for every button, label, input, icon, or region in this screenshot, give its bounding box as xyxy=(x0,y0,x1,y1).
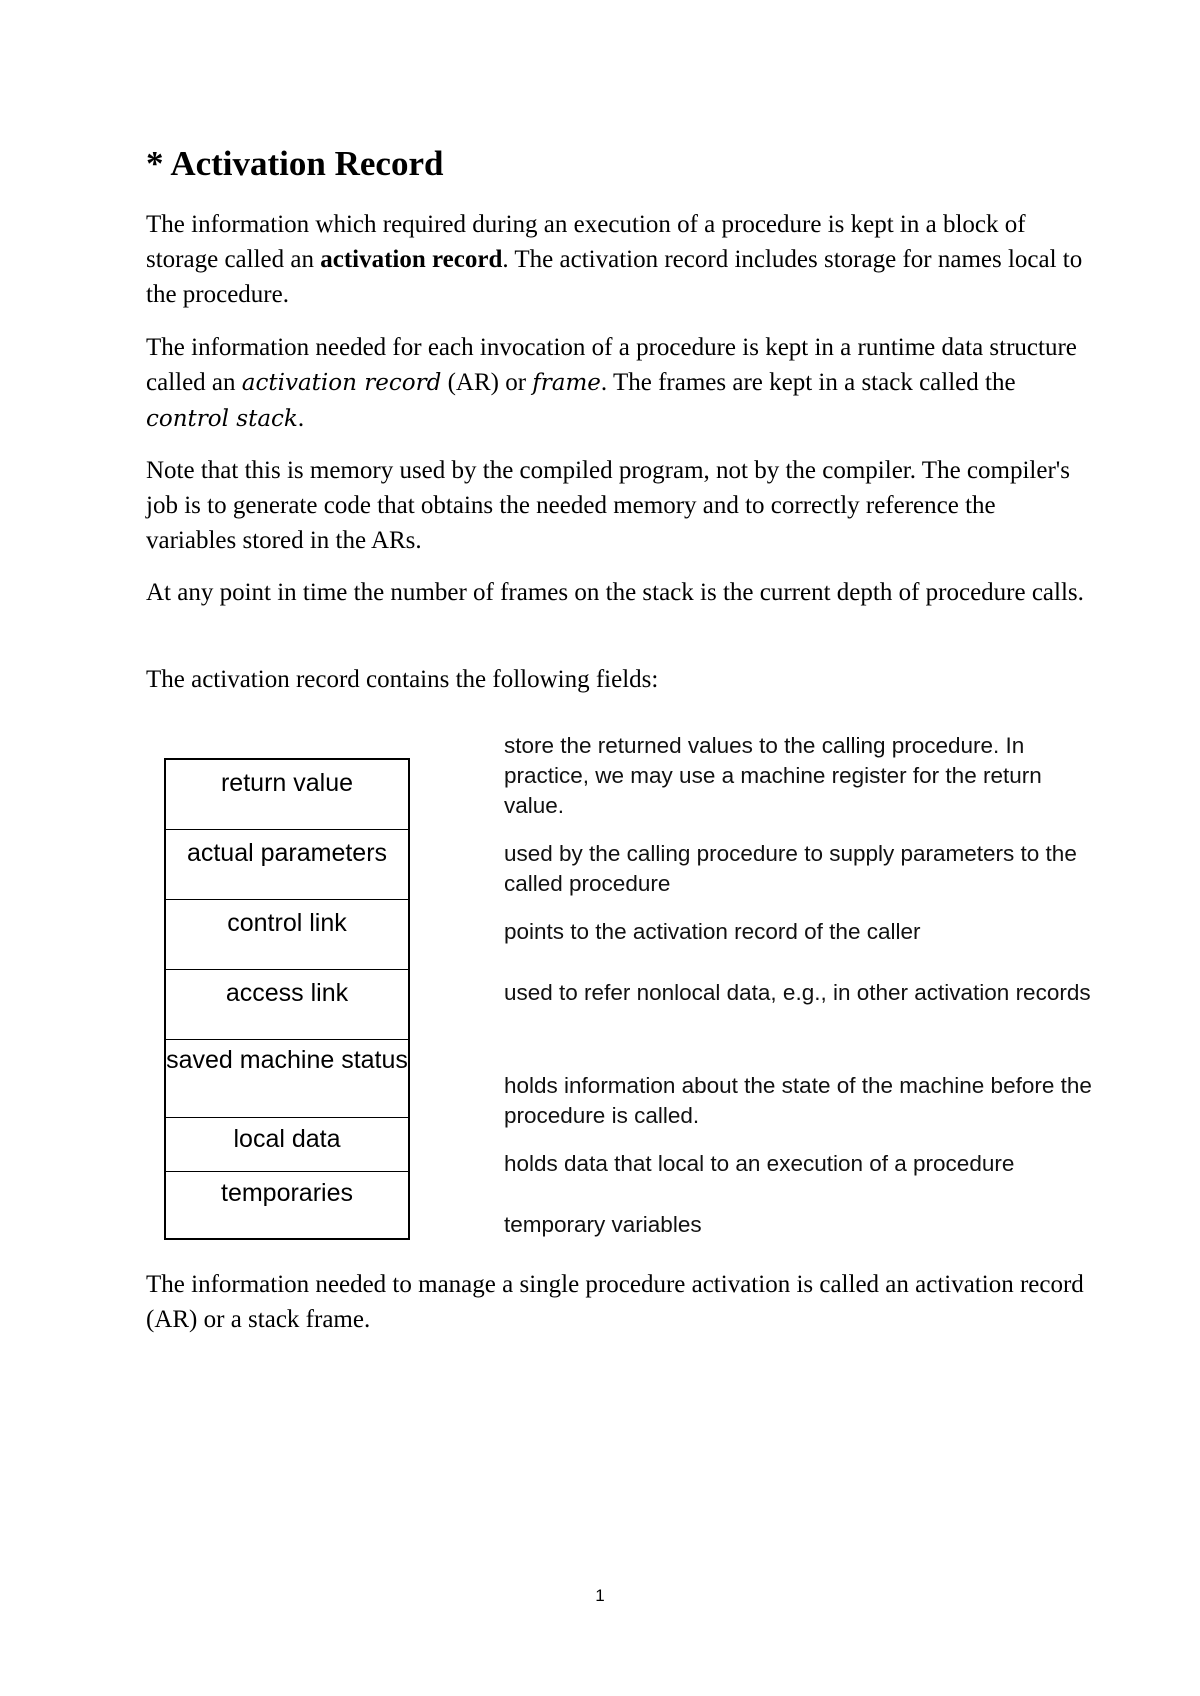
bold-term-activation-record: activation record xyxy=(320,246,503,273)
ar-description-local-data: holds data that local to an execution of a procedure xyxy=(504,1151,1015,1176)
ar-field-control-link: control link xyxy=(166,900,408,970)
text-run: . The activation record includes storage for names local to the procedure. xyxy=(146,246,1083,308)
ar-description-control-link: points to the activation record of the caller xyxy=(504,919,921,944)
ar-field-actual-parameters: actual parameters xyxy=(166,830,408,900)
page-title: * Activation Record xyxy=(146,144,444,183)
ar-description-return-value: store the returned values to the calling procedure. In practice, we may use a machine register for the return value. xyxy=(504,733,1042,818)
text-run: . The frames are kept in a stack called the xyxy=(600,369,1016,396)
italic-term-frame: frame xyxy=(532,370,601,396)
paragraph-stack-frame-definition: The information needed to manage a single procedure activation is called an activation record (AR) or a stack frame. xyxy=(146,1271,1084,1333)
ar-description-access-link: used to refer nonlocal data, e.g., in other activation records xyxy=(504,980,1091,1005)
ar-field-local-data: local data xyxy=(166,1118,408,1172)
italic-term-activation-record: activation record xyxy=(241,370,442,396)
paragraph-runtime-structure xyxy=(146,330,1086,437)
text-run: The information which required during an execution of a procedure is kept in a block of storage called an xyxy=(146,211,1026,273)
ar-description-temporaries: temporary variables xyxy=(504,1212,702,1237)
text-run: (AR) or xyxy=(441,369,533,396)
activation-record-diagram xyxy=(164,758,410,1240)
paragraph-memory-note: Note that this is memory used by the compiled program, not by the compiler. The compiler's job is to generate code that obtains the needed memory and to correctly reference the variables stored in the ARs. xyxy=(146,457,1070,554)
ar-field-return-value: return value xyxy=(166,760,408,830)
ar-description-actual-parameters: used by the calling procedure to supply parameters to the called procedure xyxy=(504,841,1077,896)
italic-term-control-stack: control stack xyxy=(146,406,298,432)
paragraph-stack-depth: At any point in time the number of frames on the stack is the current depth of procedure calls. xyxy=(146,579,1084,606)
ar-field-access-link: access link xyxy=(166,970,408,1040)
page-number: 1 xyxy=(595,1586,605,1605)
paragraph-activation-record-intro xyxy=(146,207,1086,312)
text-run: The information needed for each invocation of a procedure is kept in a runtime data structure called an xyxy=(146,334,1077,396)
text-run: . xyxy=(297,405,305,432)
paragraph-fields-intro: The activation record contains the following fields: xyxy=(146,666,659,693)
ar-description-saved-machine-status: holds information about the state of the machine before the procedure is called. xyxy=(504,1073,1092,1128)
ar-field-saved-machine-status: saved machine status xyxy=(166,1040,408,1118)
ar-field-temporaries: temporaries xyxy=(221,1179,353,1207)
